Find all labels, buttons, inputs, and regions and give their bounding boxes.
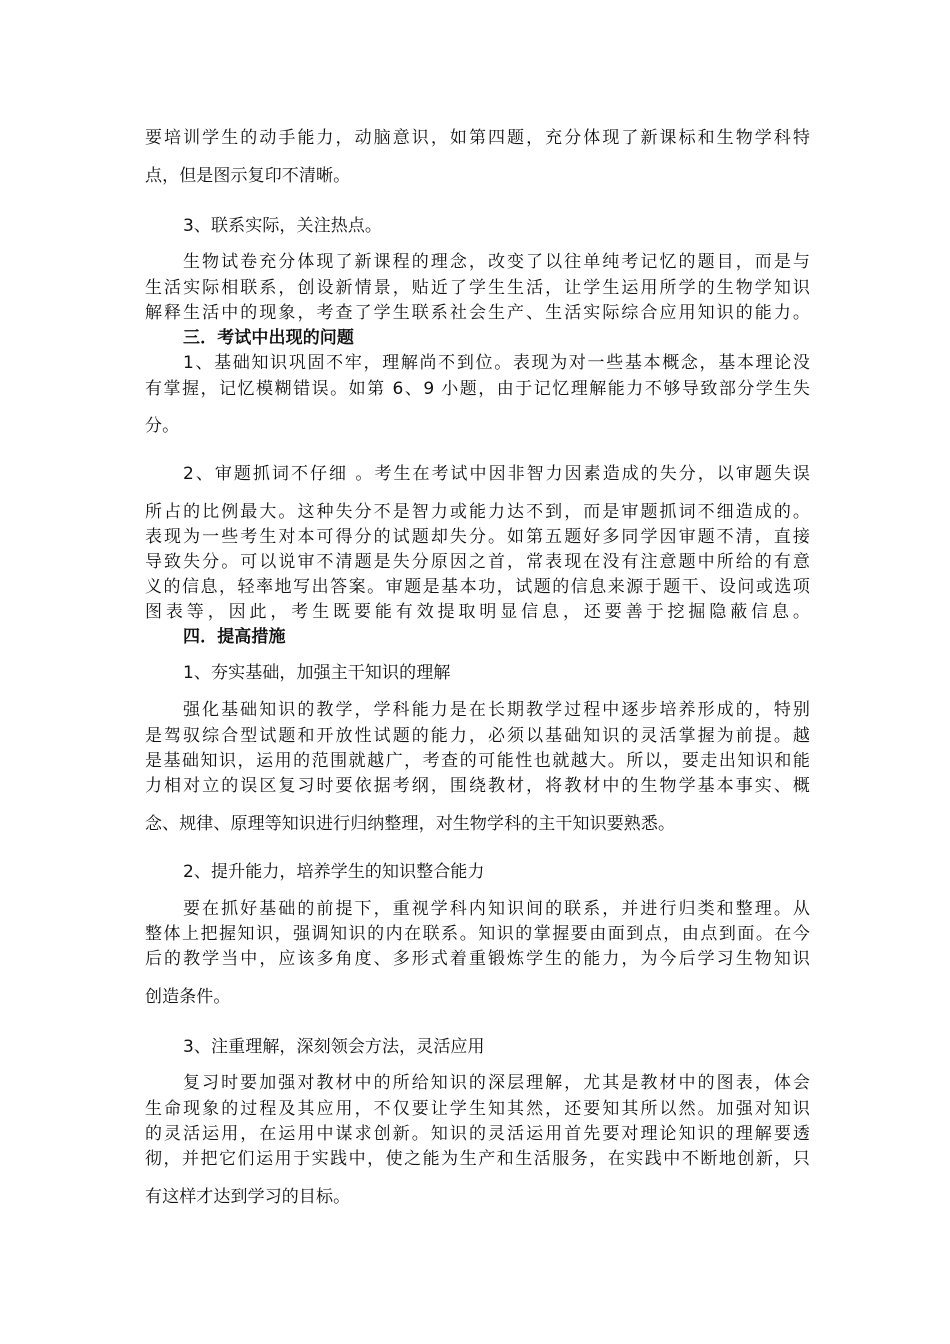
- paragraph-line: 后的教学当中，应该多角度、多形式着重锻炼学生的能力，为今后学习生物知识: [145, 949, 810, 969]
- paragraph-line: 创造条件。: [145, 987, 231, 1007]
- paragraph-line: 有这样才达到学习的目标。: [145, 1187, 351, 1207]
- paragraph-line: 力相对立的误区复习时要依据考纲，围绕教材，将教材中的生物学基本事实、概: [145, 776, 810, 796]
- paragraph-line: 是基础知识，运用的范围就越广，考查的可能性也就越大。所以，要走出知识和能: [145, 751, 810, 771]
- paragraph-line: 要培训学生的动手能力，动脑意识，如第四题，充分体现了新课标和生物学科特: [145, 128, 810, 148]
- paragraph-line: 点，但是图示复印不清晰。: [145, 166, 351, 186]
- subheading: 2、提升能力，培养学生的知识整合能力: [183, 862, 485, 882]
- paragraph-line: 是驾驭综合型试题和开放性试题的能力，必须以基础知识的灵活掌握为前提。越: [145, 726, 810, 746]
- paragraph-line: 彻，并把它们运用于实践中，使之能为生产和生活服务，在实践中不断地创新，只: [145, 1149, 810, 1169]
- subheading: 1、夯实基础，加强主干知识的理解: [183, 663, 451, 683]
- paragraph-line: 生活实际相联系，创设新情景，贴近了学生生活，让学生运用所学的生物学知识: [145, 278, 810, 298]
- section-heading: 三．考试中出现的问题: [183, 328, 354, 348]
- subheading: 3、注重理解，深刻领会方法，灵活应用: [183, 1037, 485, 1057]
- paragraph-line: 要在抓好基础的前提下，重视学科内知识间的联系，并进行归类和整理。从: [183, 899, 810, 919]
- paragraph-line: 念、规律、原理等知识进行归纳整理，对生物学科的主干知识要熟悉。: [145, 814, 676, 834]
- paragraph-line: 复习时要加强对教材中的所给知识的深层理解，尤其是教材中的图表，体会: [183, 1073, 810, 1093]
- paragraph-line: 强化基础知识的教学，学科能力是在长期教学过程中逐步培养形成的，特别: [183, 700, 810, 720]
- paragraph-line: 解释生活中的现象，考查了学生联系社会生产、生活实际综合应用知识的能力。: [145, 303, 810, 323]
- paragraph-line: 表现为一些考生对本可得分的试题却失分。如第五题好多同学因审题不清，直接: [145, 527, 810, 547]
- paragraph-line: 义的信息，轻率地写出答案。审题是基本功，试题的信息来源于题干、设问或选项: [145, 577, 810, 597]
- paragraph-line: 有掌握，记忆模糊错误。如第 6、9 小题，由于记忆理解能力不够导致部分学生失: [145, 379, 810, 399]
- paragraph-line: 分。: [145, 416, 180, 436]
- paragraph-line: 导致失分。可以说审不清题是失分原因之首，常表现在没有注意题中所给的有意: [145, 552, 810, 572]
- paragraph-line: 所占的比例最大。这种失分不是智力或能力达不到，而是审题抓词不细造成的。: [145, 502, 810, 522]
- paragraph-line: 图表等，因此，考生既要能有效提取明显信息，还要善于挖掘隐蔽信息。: [145, 602, 810, 622]
- section-heading: 四．提高措施: [183, 627, 286, 647]
- paragraph-line: 整体上把握知识，强调知识的内在联系。知识的掌握要由面到点，由点到面。在今: [145, 924, 810, 944]
- paragraph-line: 生命现象的过程及其应用，不仅要让学生知其然，还要知其所以然。加强对知识: [145, 1099, 810, 1119]
- paragraph-line: 的灵活运用，在运用中谋求创新。知识的灵活运用首先要对理论知识的理解要透: [145, 1124, 810, 1144]
- paragraph-line: 2、审题抓词不仔细 。考生在考试中因非智力因素造成的失分，以审题失误: [183, 464, 810, 484]
- paragraph-line: 生物试卷充分体现了新课程的理念，改变了以往单纯考记忆的题目，而是与: [183, 252, 810, 272]
- subheading: 3、联系实际，关注热点。: [183, 216, 383, 236]
- paragraph-line: 1、基础知识巩固不牢，理解尚不到位。表现为对一些基本概念，基本理论没: [183, 353, 810, 373]
